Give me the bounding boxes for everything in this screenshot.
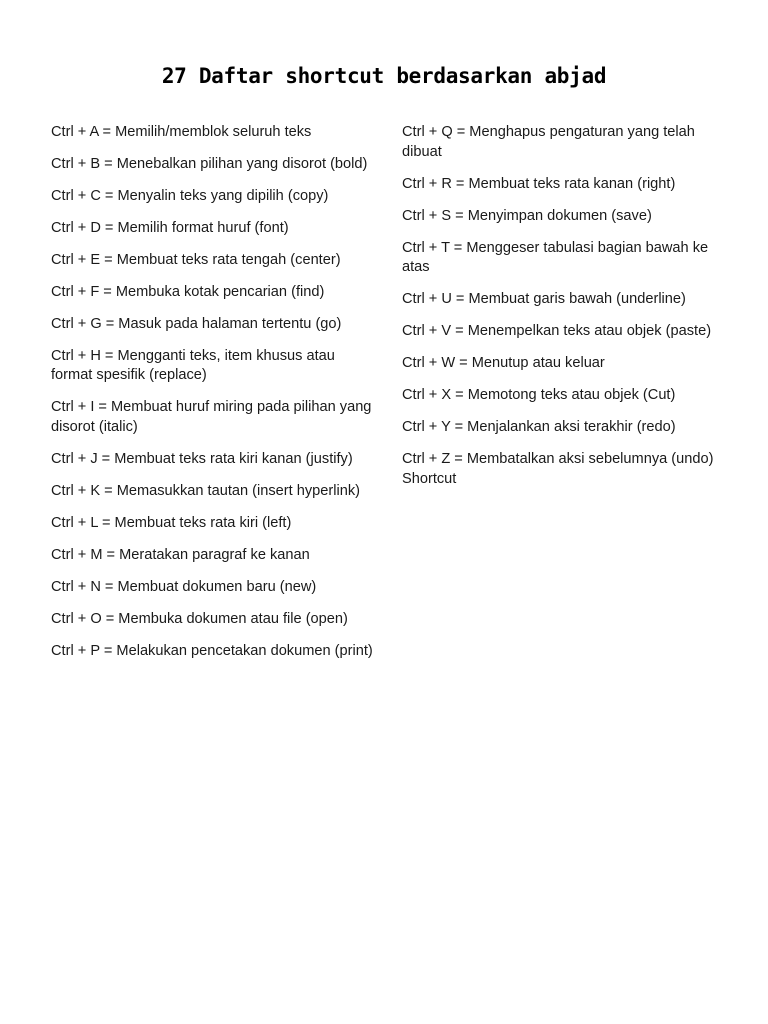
shortcut-item: Ctrl + A = Memilih/memblok seluruh teks xyxy=(51,124,312,140)
shortcut-item: Ctrl + V = Menempelkan teks atau objek (paste) xyxy=(402,323,712,340)
shortcut-item: Ctrl + U = Membuat garis bawah (underline) xyxy=(402,291,686,308)
shortcut-item: Ctrl + R = Membuat teks rata kanan (right) xyxy=(402,175,676,192)
shortcut-item: Ctrl + L = Membuat teks rata kiri (left) xyxy=(51,515,292,532)
shortcut-list-right xyxy=(402,123,722,502)
shortcut-item: Ctrl + F = Membuka kotak pencarian (find) xyxy=(51,283,325,300)
shortcut-item: Ctrl + B = Menebalkan pilihan yang disorot (bold) xyxy=(51,155,368,172)
shortcut-item: Ctrl + C = Menyalin teks yang dipilih (copy) xyxy=(51,187,329,204)
shortcut-item: Ctrl + E = Membuat teks rata tengah (center) xyxy=(51,251,341,268)
shortcut-item: Ctrl + M = Meratakan paragraf ke kanan xyxy=(51,547,310,563)
page-title: 27 Daftar shortcut berdasarkan abjad xyxy=(161,64,607,89)
shortcut-item: Ctrl + S = Menyimpan dokumen (save) xyxy=(402,207,652,224)
shortcut-item: Ctrl + Z = Membatalkan aksi sebelumnya (undo) Shortcut xyxy=(402,451,714,487)
shortcut-item: Ctrl + I = Membuat huruf miring pada pilihan yang disorot (italic) xyxy=(51,399,372,436)
shortcut-item: Ctrl + Y = Menjalankan aksi terakhir (redo) xyxy=(402,419,676,436)
shortcut-item: Ctrl + K = Memasukkan tautan (insert hyperlink) xyxy=(51,483,361,500)
shortcut-item: Ctrl + H = Mengganti teks, item khusus atau format spesifik (replace) xyxy=(51,347,335,384)
shortcut-item: Ctrl + W = Menutup atau keluar xyxy=(402,355,605,372)
shortcut-item: Ctrl + D = Memilih format huruf (font) xyxy=(51,219,289,236)
shortcut-item: Ctrl + J = Membuat teks rata kiri kanan (justify) xyxy=(51,451,353,468)
shortcut-list-left xyxy=(51,123,377,674)
shortcut-item: Ctrl + T = Menggeser tabulasi bagian bawah ke atas xyxy=(402,239,709,276)
shortcut-item: Ctrl + N = Membuat dokumen baru (new) xyxy=(51,578,317,595)
shortcut-item: Ctrl + O = Membuka dokumen atau file (open) xyxy=(51,610,348,627)
shortcut-item: Ctrl + G = Masuk pada halaman tertentu (go) xyxy=(51,315,342,332)
shortcut-item: Ctrl + X = Memotong teks atau objek (Cut) xyxy=(402,387,676,404)
shortcut-item: Ctrl + P = Melakukan pencetakan dokumen (print) xyxy=(51,642,373,659)
shortcut-item: Ctrl + Q = Menghapus pengaturan yang telah dibuat xyxy=(402,124,695,160)
